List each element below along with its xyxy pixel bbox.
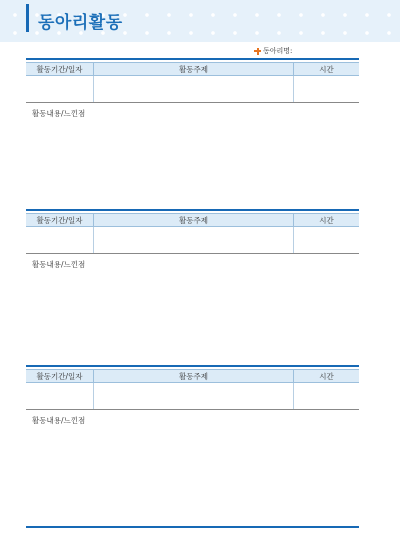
activity-table	[26, 62, 359, 103]
header-period: 활동기간/일자	[26, 63, 94, 76]
plus-icon	[254, 48, 261, 55]
topic-cell[interactable]	[94, 227, 294, 254]
section-top-rule	[26, 58, 359, 60]
page-bottom-rule	[26, 526, 359, 528]
topic-cell[interactable]	[94, 383, 294, 410]
header-topic: 활동주제	[94, 370, 294, 383]
header-time: 시간	[294, 214, 360, 227]
section-top-rule	[26, 209, 359, 211]
header-period: 활동기간/일자	[26, 214, 94, 227]
content-label: 활동내용/느낀점	[32, 260, 86, 269]
time-cell[interactable]	[294, 383, 360, 410]
content-label: 활동내용/느낀점	[32, 109, 86, 118]
page-header	[0, 0, 400, 42]
page-title: 동아리활동	[38, 13, 123, 33]
period-cell[interactable]	[26, 227, 94, 254]
header-time: 시간	[294, 63, 360, 76]
club-name-text: 동아리명:	[263, 47, 293, 55]
activity-section-2	[26, 209, 359, 270]
period-cell[interactable]	[26, 76, 94, 103]
time-cell[interactable]	[294, 76, 360, 103]
club-name-label	[254, 46, 292, 56]
content-label: 활동내용/느낀점	[32, 416, 86, 425]
time-cell[interactable]	[294, 227, 360, 254]
activity-section-1	[26, 58, 359, 119]
activity-table	[26, 213, 359, 254]
header-accent-bar	[26, 4, 29, 32]
header-time: 시간	[294, 370, 360, 383]
section-top-rule	[26, 365, 359, 367]
topic-cell[interactable]	[94, 76, 294, 103]
header-topic: 활동주제	[94, 63, 294, 76]
activity-table	[26, 369, 359, 410]
header-topic: 활동주제	[94, 214, 294, 227]
header-period: 활동기간/일자	[26, 370, 94, 383]
activity-section-3	[26, 365, 359, 426]
period-cell[interactable]	[26, 383, 94, 410]
